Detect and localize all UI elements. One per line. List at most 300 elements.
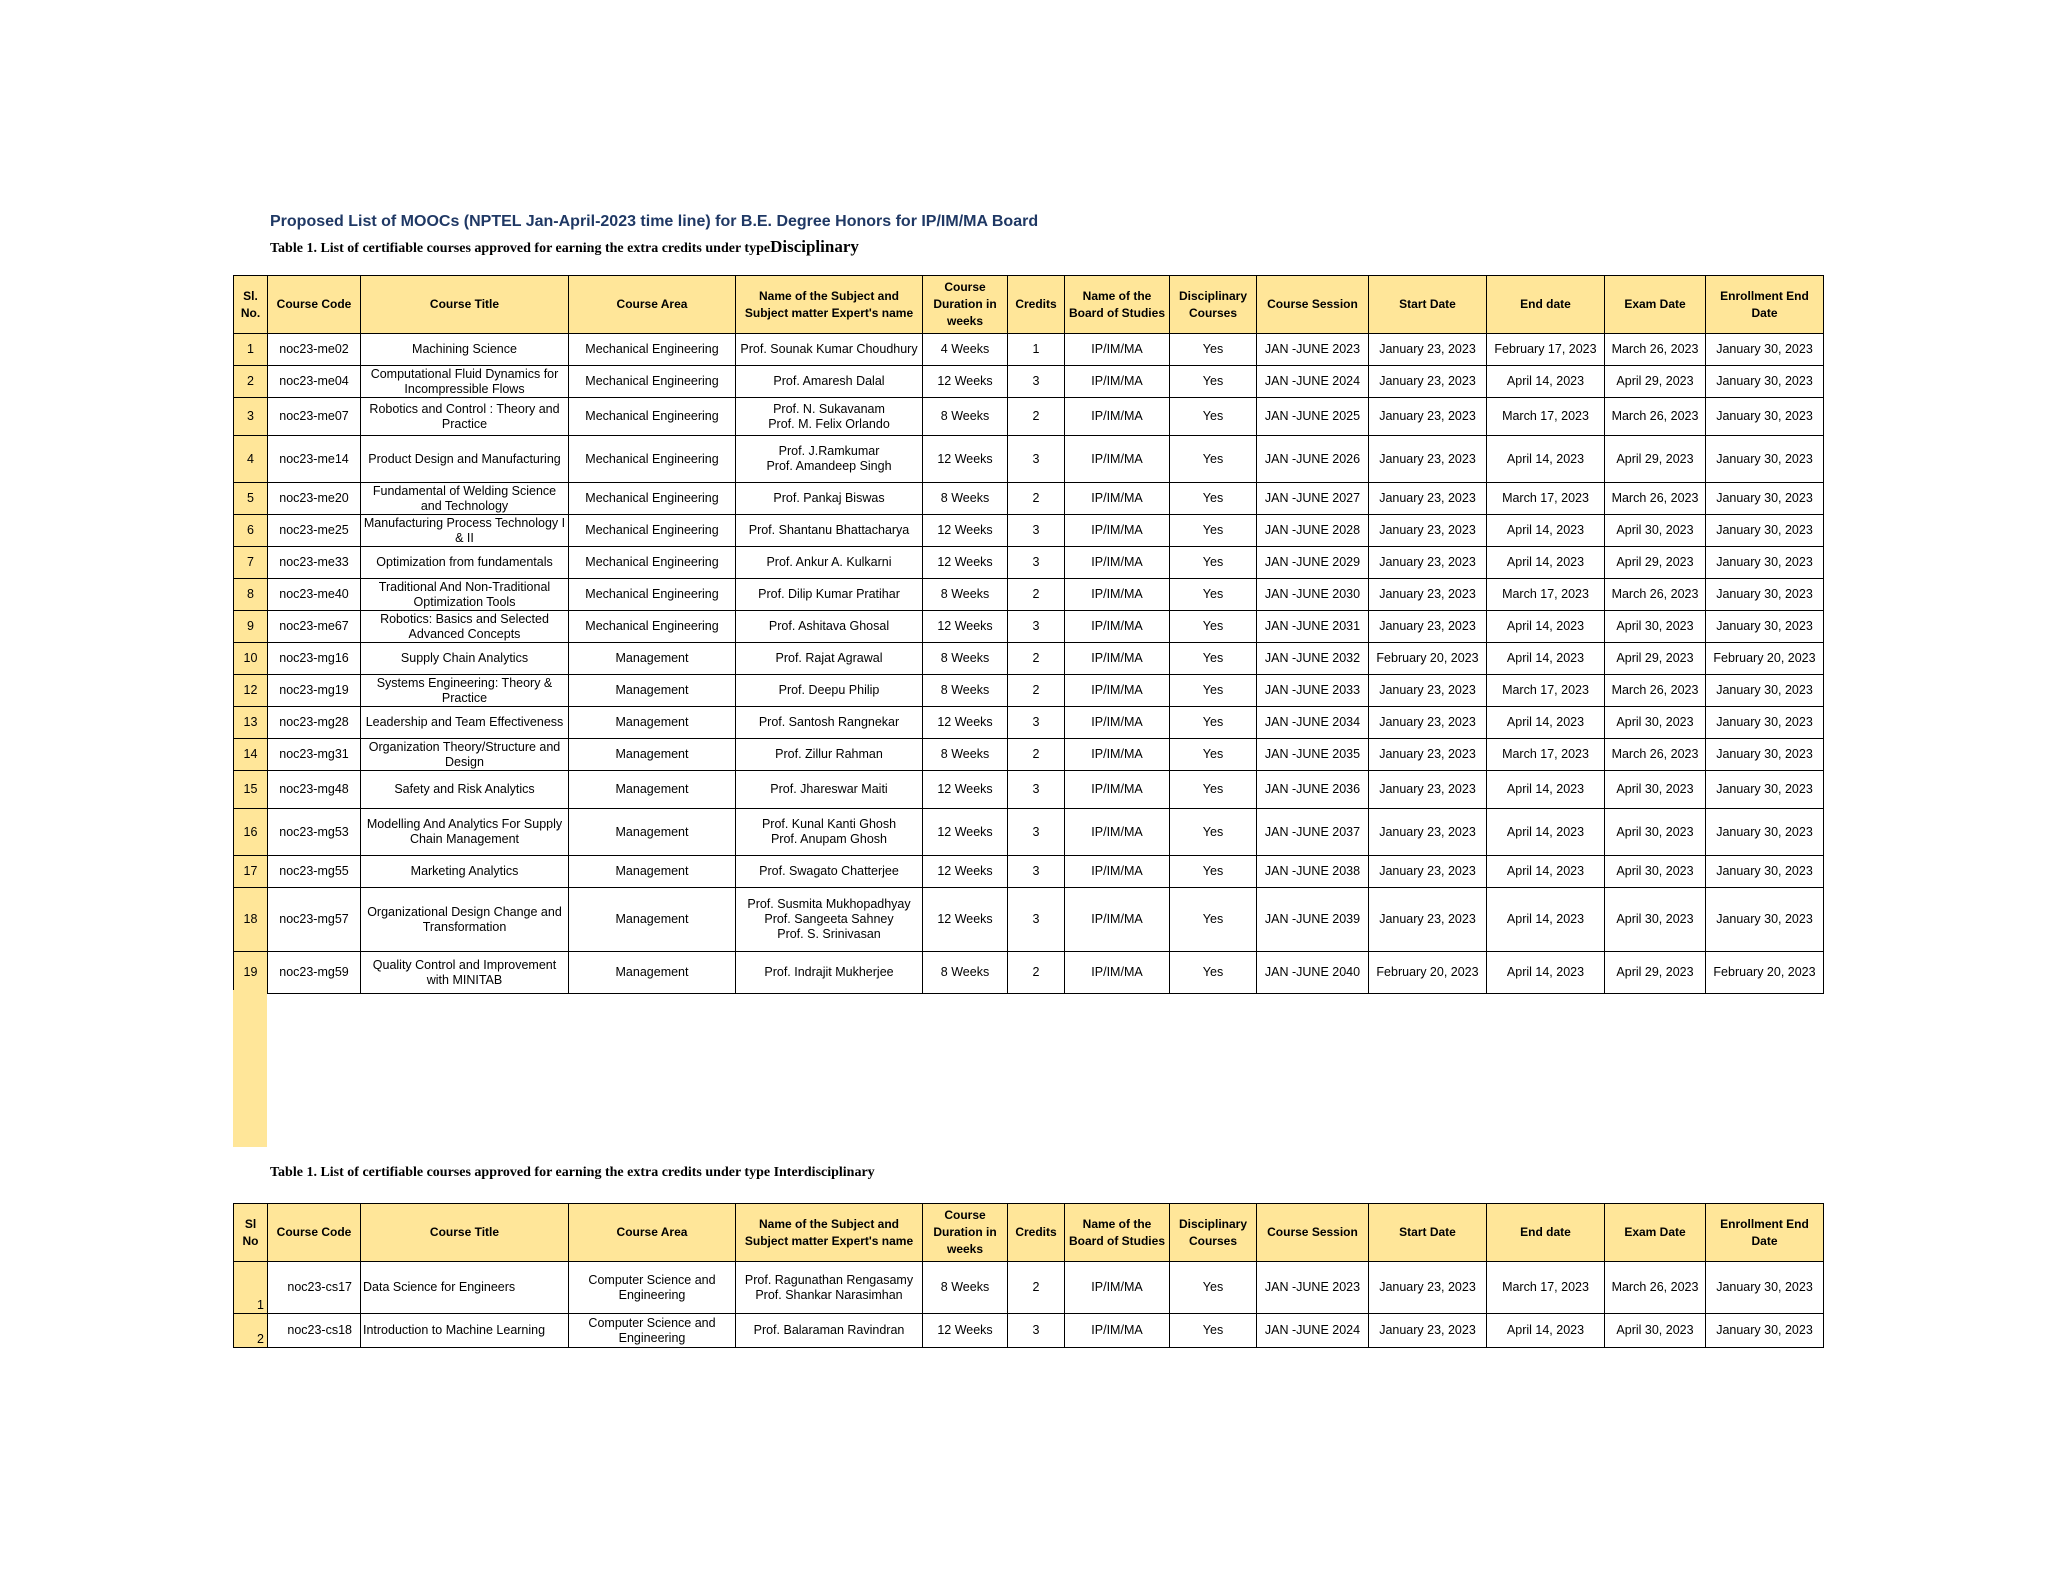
col-header-end-date: End date [1487,1204,1605,1262]
cell-duration: 8 Weeks [923,579,1008,611]
cell-board-of-studies: IP/IM/MA [1065,643,1170,675]
cell-disciplinary: Yes [1170,888,1257,952]
cell-exam-date: March 26, 2023 [1605,483,1706,515]
col-header-course-title: Course Title [361,276,569,334]
cell-sl-no: 16 [234,809,268,856]
cell-end-date: April 14, 2023 [1487,1314,1605,1348]
cell-enrollment-end-date: January 30, 2023 [1706,611,1824,643]
cell-enrollment-end-date: January 30, 2023 [1706,398,1824,436]
cell-sl-no: 5 [234,483,268,515]
col-header-course-area: Course Area [569,276,736,334]
table1-body [234,334,1824,994]
cell-credits: 3 [1008,547,1065,579]
cell-start-date: January 23, 2023 [1369,547,1487,579]
cell-credits: 2 [1008,483,1065,515]
cell-sl-no: 12 [234,675,268,707]
cell-duration: 12 Weeks [923,1314,1008,1348]
cell-start-date: January 23, 2023 [1369,366,1487,398]
cell-end-date: April 14, 2023 [1487,707,1605,739]
cell-disciplinary: Yes [1170,547,1257,579]
cell-credits: 3 [1008,888,1065,952]
cell-end-date: March 17, 2023 [1487,579,1605,611]
cell-exam-date: April 29, 2023 [1605,643,1706,675]
cell-subject-expert: Prof. J.Ramkumar Prof. Amandeep Singh [736,436,923,483]
col-header-board-of-studies: Name of the Board of Studies [1065,276,1170,334]
cell-credits: 2 [1008,643,1065,675]
table-row [234,1314,1824,1348]
cell-course-area: Management [569,809,736,856]
cell-end-date: April 14, 2023 [1487,366,1605,398]
cell-board-of-studies: IP/IM/MA [1065,547,1170,579]
cell-sl-no: 14 [234,739,268,771]
cell-sl-no: 15 [234,771,268,809]
cell-subject-expert: Prof. Pankaj Biswas [736,483,923,515]
table-row [234,579,1824,611]
cell-course-title: Traditional And Non-Traditional Optimization Tools [361,579,569,611]
cell-course-session: JAN -JUNE 2030 [1257,579,1369,611]
cell-course-code: noc23-me07 [268,398,361,436]
cell-course-area: Mechanical Engineering [569,547,736,579]
cell-course-session: JAN -JUNE 2038 [1257,856,1369,888]
cell-course-code: noc23-me14 [268,436,361,483]
cell-course-code: noc23-cs17 [268,1262,361,1314]
cell-course-code: noc23-mg53 [268,809,361,856]
cell-disciplinary: Yes [1170,366,1257,398]
cell-course-area: Mechanical Engineering [569,483,736,515]
table-row [234,1262,1824,1314]
cell-start-date: January 23, 2023 [1369,707,1487,739]
col-header-sl-no: Sl No [234,1204,268,1262]
cell-start-date: January 23, 2023 [1369,515,1487,547]
cell-enrollment-end-date: January 30, 2023 [1706,856,1824,888]
cell-enrollment-end-date: January 30, 2023 [1706,739,1824,771]
cell-sl-no: 2 [234,366,268,398]
cell-subject-expert: Prof. N. Sukavanam Prof. M. Felix Orlando [736,398,923,436]
cell-subject-expert: Prof. Shantanu Bhattacharya [736,515,923,547]
cell-exam-date: March 26, 2023 [1605,579,1706,611]
col-header-sl-no: Sl. No. [234,276,268,334]
cell-board-of-studies: IP/IM/MA [1065,1314,1170,1348]
cell-course-area: Management [569,888,736,952]
cell-course-title: Data Science for Engineers [361,1262,569,1314]
cell-disciplinary: Yes [1170,856,1257,888]
cell-subject-expert: Prof. Ragunathan Rengasamy Prof. Shankar Narasimhan [736,1262,923,1314]
cell-duration: 12 Weeks [923,888,1008,952]
cell-duration: 8 Weeks [923,675,1008,707]
cell-subject-expert: Prof. Kunal Kanti Ghosh Prof. Anupam Ghosh [736,809,923,856]
col-header-course-title: Course Title [361,1204,569,1262]
cell-end-date: April 14, 2023 [1487,952,1605,994]
table1-caption-type: Disciplinary [770,237,859,256]
cell-enrollment-end-date: February 20, 2023 [1706,643,1824,675]
cell-enrollment-end-date: January 30, 2023 [1706,366,1824,398]
cell-credits: 3 [1008,771,1065,809]
col-header-credits: Credits [1008,1204,1065,1262]
col-header-start-date: Start Date [1369,1204,1487,1262]
cell-subject-expert: Prof. Rajat Agrawal [736,643,923,675]
cell-credits: 2 [1008,675,1065,707]
cell-duration: 12 Weeks [923,547,1008,579]
cell-board-of-studies: IP/IM/MA [1065,483,1170,515]
cell-board-of-studies: IP/IM/MA [1065,515,1170,547]
cell-credits: 3 [1008,515,1065,547]
cell-credits: 3 [1008,856,1065,888]
cell-enrollment-end-date: January 30, 2023 [1706,888,1824,952]
table-row [234,547,1824,579]
cell-end-date: March 17, 2023 [1487,483,1605,515]
cell-course-code: noc23-mg57 [268,888,361,952]
cell-course-code: noc23-me33 [268,547,361,579]
table-row [234,809,1824,856]
cell-subject-expert: Prof. Santosh Rangnekar [736,707,923,739]
cell-board-of-studies: IP/IM/MA [1065,707,1170,739]
cell-course-area: Computer Science and Engineering [569,1314,736,1348]
cell-course-area: Management [569,675,736,707]
cell-course-area: Mechanical Engineering [569,579,736,611]
cell-sl-no: 10 [234,643,268,675]
cell-end-date: March 17, 2023 [1487,398,1605,436]
cell-subject-expert: Prof. Deepu Philip [736,675,923,707]
cell-course-title: Fundamental of Welding Science and Technology [361,483,569,515]
cell-disciplinary: Yes [1170,771,1257,809]
cell-duration: 12 Weeks [923,707,1008,739]
col-header-disciplinary: Disciplinary Courses [1170,1204,1257,1262]
cell-course-area: Mechanical Engineering [569,334,736,366]
table2-body [234,1262,1824,1348]
cell-course-area: Management [569,856,736,888]
cell-course-code: noc23-me02 [268,334,361,366]
cell-course-session: JAN -JUNE 2039 [1257,888,1369,952]
cell-course-title: Leadership and Team Effectiveness [361,707,569,739]
cell-disciplinary: Yes [1170,611,1257,643]
cell-start-date: January 23, 2023 [1369,856,1487,888]
cell-subject-expert: Prof. Jhareswar Maiti [736,771,923,809]
cell-credits: 3 [1008,366,1065,398]
cell-disciplinary: Yes [1170,809,1257,856]
cell-sl-no: 17 [234,856,268,888]
cell-course-title: Quality Control and Improvement with MINITAB [361,952,569,994]
cell-end-date: April 14, 2023 [1487,643,1605,675]
cell-credits: 3 [1008,611,1065,643]
cell-board-of-studies: IP/IM/MA [1065,952,1170,994]
cell-disciplinary: Yes [1170,334,1257,366]
cell-course-area: Mechanical Engineering [569,611,736,643]
cell-duration: 8 Weeks [923,398,1008,436]
cell-exam-date: April 29, 2023 [1605,547,1706,579]
cell-enrollment-end-date: January 30, 2023 [1706,1314,1824,1348]
cell-end-date: April 14, 2023 [1487,611,1605,643]
cell-end-date: April 14, 2023 [1487,809,1605,856]
cell-exam-date: April 30, 2023 [1605,888,1706,952]
cell-start-date: January 23, 2023 [1369,1262,1487,1314]
cell-end-date: April 14, 2023 [1487,856,1605,888]
cell-course-session: JAN -JUNE 2033 [1257,675,1369,707]
cell-subject-expert: Prof. Swagato Chatterjee [736,856,923,888]
cell-start-date: January 23, 2023 [1369,398,1487,436]
cell-duration: 12 Weeks [923,436,1008,483]
cell-sl-no: 7 [234,547,268,579]
cell-course-code: noc23-mg59 [268,952,361,994]
cell-duration: 8 Weeks [923,952,1008,994]
cell-course-session: JAN -JUNE 2032 [1257,643,1369,675]
table-row [234,952,1824,994]
cell-board-of-studies: IP/IM/MA [1065,888,1170,952]
col-header-subject-expert: Name of the Subject and Subject matter Expert's name [736,276,923,334]
cell-enrollment-end-date: January 30, 2023 [1706,771,1824,809]
cell-course-area: Computer Science and Engineering [569,1262,736,1314]
cell-exam-date: March 26, 2023 [1605,675,1706,707]
cell-credits: 3 [1008,436,1065,483]
cell-course-session: JAN -JUNE 2036 [1257,771,1369,809]
cell-board-of-studies: IP/IM/MA [1065,771,1170,809]
cell-course-code: noc23-me04 [268,366,361,398]
cell-enrollment-end-date: January 30, 2023 [1706,515,1824,547]
cell-course-session: JAN -JUNE 2024 [1257,366,1369,398]
cell-enrollment-end-date: January 30, 2023 [1706,809,1824,856]
cell-course-code: noc23-cs18 [268,1314,361,1348]
cell-sl-no: 13 [234,707,268,739]
cell-start-date: January 23, 2023 [1369,809,1487,856]
cell-course-title: Supply Chain Analytics [361,643,569,675]
cell-start-date: January 23, 2023 [1369,334,1487,366]
cell-course-title: Introduction to Machine Learning [361,1314,569,1348]
cell-course-title: Computational Fluid Dynamics for Incompressible Flows [361,366,569,398]
cell-course-code: noc23-mg31 [268,739,361,771]
cell-course-title: Safety and Risk Analytics [361,771,569,809]
cell-credits: 2 [1008,398,1065,436]
col-header-course-area: Course Area [569,1204,736,1262]
cell-sl-no: 18 [234,888,268,952]
cell-subject-expert: Prof. Zillur Rahman [736,739,923,771]
col-header-course-session: Course Session [1257,276,1369,334]
cell-disciplinary: Yes [1170,952,1257,994]
cell-course-session: JAN -JUNE 2035 [1257,739,1369,771]
cell-course-session: JAN -JUNE 2029 [1257,547,1369,579]
cell-subject-expert: Prof. Balaraman Ravindran [736,1314,923,1348]
col-header-course-session: Course Session [1257,1204,1369,1262]
cell-start-date: February 20, 2023 [1369,643,1487,675]
table1-caption [270,237,859,257]
cell-course-code: noc23-me25 [268,515,361,547]
cell-sl-no: 6 [234,515,268,547]
cell-duration: 4 Weeks [923,334,1008,366]
cell-disciplinary: Yes [1170,483,1257,515]
table-row [234,707,1824,739]
cell-course-session: JAN -JUNE 2025 [1257,398,1369,436]
cell-sl-no: 4 [234,436,268,483]
cell-course-session: JAN -JUNE 2034 [1257,707,1369,739]
cell-board-of-studies: IP/IM/MA [1065,1262,1170,1314]
table-row [234,888,1824,952]
cell-duration: 8 Weeks [923,483,1008,515]
cell-end-date: April 14, 2023 [1487,436,1605,483]
table-row [234,436,1824,483]
cell-enrollment-end-date: January 30, 2023 [1706,675,1824,707]
col-header-board-of-studies: Name of the Board of Studies [1065,1204,1170,1262]
cell-course-code: noc23-me20 [268,483,361,515]
cell-course-title: Product Design and Manufacturing [361,436,569,483]
cell-subject-expert: Prof. Amaresh Dalal [736,366,923,398]
cell-start-date: January 23, 2023 [1369,483,1487,515]
cell-disciplinary: Yes [1170,675,1257,707]
cell-credits: 2 [1008,739,1065,771]
cell-disciplinary: Yes [1170,707,1257,739]
cell-sl-no: 2 [234,1314,268,1348]
cell-exam-date: April 30, 2023 [1605,856,1706,888]
cell-course-title: Machining Science [361,334,569,366]
cell-start-date: January 23, 2023 [1369,771,1487,809]
col-header-course-code: Course Code [268,276,361,334]
cell-course-session: JAN -JUNE 2023 [1257,334,1369,366]
cell-credits: 3 [1008,707,1065,739]
cell-exam-date: April 30, 2023 [1605,809,1706,856]
cell-duration: 12 Weeks [923,809,1008,856]
cell-course-session: JAN -JUNE 2024 [1257,1314,1369,1348]
col-header-enrollment-end-date: Enrollment End Date [1706,1204,1824,1262]
cell-disciplinary: Yes [1170,739,1257,771]
cell-exam-date: April 29, 2023 [1605,952,1706,994]
cell-course-title: Manufacturing Process Technology I & II [361,515,569,547]
table-row [234,675,1824,707]
table-row [234,483,1824,515]
cell-course-code: noc23-mg28 [268,707,361,739]
cell-sl-no: 3 [234,398,268,436]
col-header-credits: Credits [1008,276,1065,334]
cell-exam-date: March 26, 2023 [1605,334,1706,366]
cell-duration: 12 Weeks [923,611,1008,643]
cell-course-area: Mechanical Engineering [569,515,736,547]
cell-board-of-studies: IP/IM/MA [1065,611,1170,643]
cell-exam-date: April 29, 2023 [1605,366,1706,398]
col-header-end-date: End date [1487,276,1605,334]
table1-caption-prefix: Table 1. List of certifiable courses approved for earning the extra credits under type [270,241,771,256]
cell-course-code: noc23-me40 [268,579,361,611]
col-header-course-code: Course Code [268,1204,361,1262]
cell-sl-no: 19 [234,952,268,994]
cell-course-area: Management [569,771,736,809]
cell-enrollment-end-date: January 30, 2023 [1706,579,1824,611]
cell-exam-date: April 30, 2023 [1605,771,1706,809]
cell-disciplinary: Yes [1170,579,1257,611]
cell-duration: 12 Weeks [923,515,1008,547]
cell-sl-no: 8 [234,579,268,611]
cell-course-code: noc23-mg48 [268,771,361,809]
table2-caption: Table 1. List of certifiable courses approved for earning the extra credits under type Interdisciplinary [270,1165,875,1180]
cell-subject-expert: Prof. Sounak Kumar Choudhury [736,334,923,366]
cell-enrollment-end-date: January 30, 2023 [1706,1262,1824,1314]
disciplinary-courses-table [233,275,1824,994]
cell-course-area: Mechanical Engineering [569,366,736,398]
cell-enrollment-end-date: January 30, 2023 [1706,334,1824,366]
cell-board-of-studies: IP/IM/MA [1065,739,1170,771]
cell-duration: 8 Weeks [923,643,1008,675]
cell-start-date: January 23, 2023 [1369,611,1487,643]
cell-start-date: January 23, 2023 [1369,579,1487,611]
cell-start-date: February 20, 2023 [1369,952,1487,994]
cell-course-session: JAN -JUNE 2040 [1257,952,1369,994]
table-row [234,366,1824,398]
cell-duration: 12 Weeks [923,366,1008,398]
cell-course-title: Organization Theory/Structure and Design [361,739,569,771]
cell-board-of-studies: IP/IM/MA [1065,366,1170,398]
cell-disciplinary: Yes [1170,436,1257,483]
cell-disciplinary: Yes [1170,643,1257,675]
cell-course-area: Mechanical Engineering [569,436,736,483]
cell-subject-expert: Prof. Dilip Kumar Pratihar [736,579,923,611]
cell-exam-date: March 26, 2023 [1605,398,1706,436]
cell-credits: 3 [1008,809,1065,856]
cell-board-of-studies: IP/IM/MA [1065,398,1170,436]
col-header-duration: Course Duration in weeks [923,1204,1008,1262]
cell-enrollment-end-date: January 30, 2023 [1706,547,1824,579]
cell-sl-no: 1 [234,334,268,366]
col-header-exam-date: Exam Date [1605,1204,1706,1262]
cell-board-of-studies: IP/IM/MA [1065,334,1170,366]
cell-end-date: March 17, 2023 [1487,739,1605,771]
cell-exam-date: April 29, 2023 [1605,436,1706,483]
cell-end-date: March 17, 2023 [1487,1262,1605,1314]
table-row [234,398,1824,436]
cell-subject-expert: Prof. Ashitava Ghosal [736,611,923,643]
cell-course-session: JAN -JUNE 2023 [1257,1262,1369,1314]
cell-start-date: January 23, 2023 [1369,739,1487,771]
cell-start-date: January 23, 2023 [1369,675,1487,707]
cell-enrollment-end-date: January 30, 2023 [1706,436,1824,483]
cell-subject-expert: Prof. Susmita Mukhopadhyay Prof. Sangeeta Sahney Prof. S. Srinivasan [736,888,923,952]
cell-credits: 2 [1008,579,1065,611]
cell-course-area: Management [569,643,736,675]
table-row [234,515,1824,547]
cell-exam-date: March 26, 2023 [1605,1262,1706,1314]
cell-enrollment-end-date: January 30, 2023 [1706,483,1824,515]
cell-course-session: JAN -JUNE 2027 [1257,483,1369,515]
cell-disciplinary: Yes [1170,398,1257,436]
cell-disciplinary: Yes [1170,1262,1257,1314]
cell-credits: 1 [1008,334,1065,366]
col-header-exam-date: Exam Date [1605,276,1706,334]
table-row [234,739,1824,771]
cell-disciplinary: Yes [1170,515,1257,547]
cell-course-title: Robotics and Control : Theory and Practice [361,398,569,436]
cell-exam-date: April 30, 2023 [1605,1314,1706,1348]
cell-end-date: March 17, 2023 [1487,675,1605,707]
cell-credits: 2 [1008,952,1065,994]
cell-course-area: Mechanical Engineering [569,398,736,436]
cell-start-date: January 23, 2023 [1369,1314,1487,1348]
cell-course-session: JAN -JUNE 2026 [1257,436,1369,483]
cell-course-title: Robotics: Basics and Selected Advanced Concepts [361,611,569,643]
cell-course-area: Management [569,739,736,771]
page-heading: Proposed List of MOOCs (NPTEL Jan-April-2023 time line) for B.E. Degree Honors for IP/IM/MA Board [270,213,1039,230]
cell-course-session: JAN -JUNE 2031 [1257,611,1369,643]
cell-course-code: noc23-mg55 [268,856,361,888]
cell-end-date: February 17, 2023 [1487,334,1605,366]
cell-duration: 8 Weeks [923,1262,1008,1314]
cell-enrollment-end-date: February 20, 2023 [1706,952,1824,994]
col-header-duration: Course Duration in weeks [923,276,1008,334]
cell-course-title: Marketing Analytics [361,856,569,888]
cell-course-code: noc23-mg16 [268,643,361,675]
cell-exam-date: April 30, 2023 [1605,707,1706,739]
cell-end-date: April 14, 2023 [1487,888,1605,952]
cell-end-date: April 14, 2023 [1487,515,1605,547]
cell-sl-no: 9 [234,611,268,643]
cell-credits: 2 [1008,1262,1065,1314]
col-header-enrollment-end-date: Enrollment End Date [1706,276,1824,334]
cell-start-date: January 23, 2023 [1369,436,1487,483]
cell-end-date: April 14, 2023 [1487,771,1605,809]
cell-course-session: JAN -JUNE 2028 [1257,515,1369,547]
